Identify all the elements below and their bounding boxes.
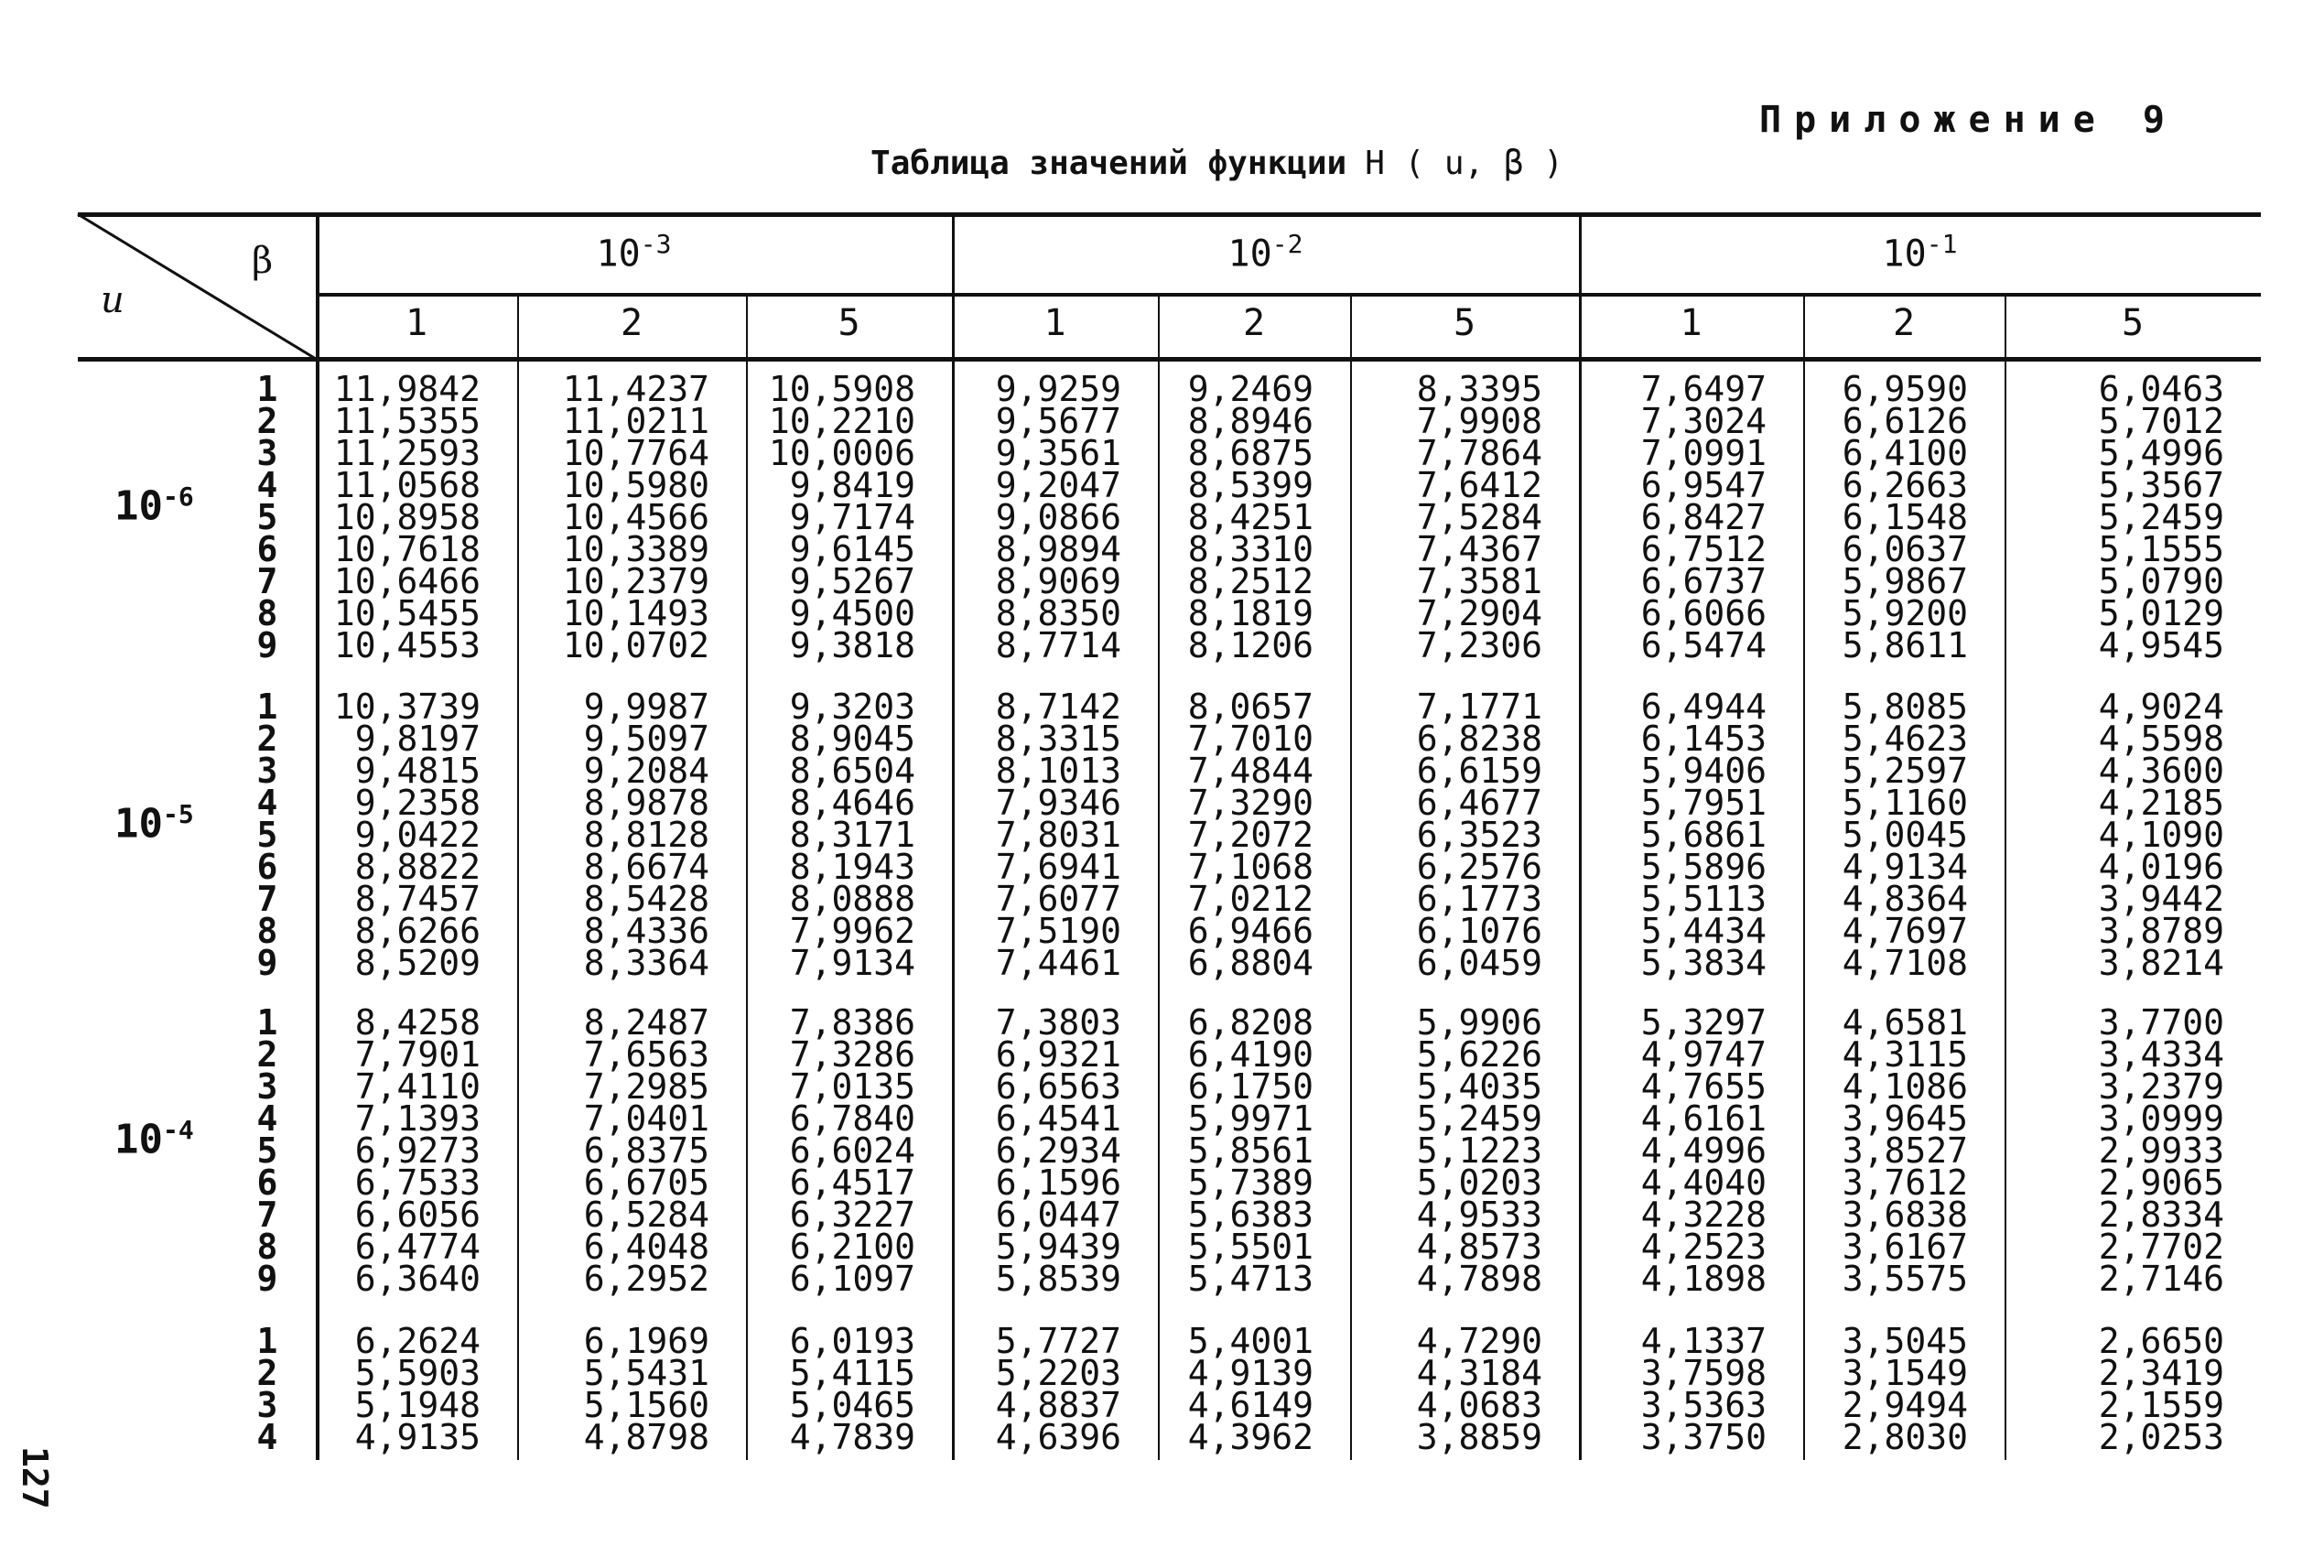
beta-group-exponent: -3 [640,229,672,259]
beta-group-exponent: -2 [1271,229,1303,259]
beta-column-header: 1 [405,302,428,344]
beta-column-header: 2 [1242,302,1266,344]
beta-column-header: 1 [1680,302,1702,344]
table-cell-column: 8,7142 8,3315 8,1013 7,9346 7,8031 7,6941 7,6077 7,5190 7,4461 [995,687,1121,983]
u-block-base: 10 [114,800,163,848]
table-cell-column: 6,4944 6,1453 5,9406 5,7951 5,6861 5,5896 5,5113 5,4434 5,3834 [1640,687,1767,983]
table-cell-column: 7,8386 7,3286 7,0135 6,7840 6,6024 6,4517 6,3227 6,2100 6,1097 [789,1002,915,1299]
table-cell-column: 10,3739 9,8197 9,4815 9,2358 9,0422 8,8822 8,7457 8,6266 8,5209 [333,687,481,983]
beta-group-exponent: -1 [1926,229,1958,259]
u-block-exponent: -4 [162,1114,194,1145]
table-cell-column: 9,9987 9,5097 9,2084 8,9878 8,8128 8,6674 8,5428 8,4336 8,3364 [583,687,709,983]
u-block-exponent: -5 [162,798,194,829]
table-cell-column: 6,1969 5,5431 5,1560 4,8798 [583,1321,709,1457]
table-cell-column: 3,5045 3,1549 2,9494 2,8030 [1842,1321,1968,1457]
table-cell-column: 4,9024 4,5598 4,3600 4,2185 4,1090 4,0196 3,9442 3,8789 3,8214 [2098,687,2224,983]
row-index-column: 1 2 3 4 5 6 7 8 9 [256,1002,278,1299]
table-cell-column: 5,4001 4,9139 4,6149 4,3962 [1187,1321,1313,1457]
table-cell-column: 9,2469 8,8946 8,6875 8,5399 8,4251 8,3310 8,2512 8,1819 8,1206 [1187,369,1313,665]
table-cell-column: 3,7700 3,4334 3,2379 3,0999 2,9933 2,9065 2,8334 2,7702 2,7146 [2098,1002,2224,1299]
u-block-label [114,1115,194,1163]
table-cell-column: 6,9590 6,6126 6,4100 6,2663 6,1548 6,0637 5,9867 5,9200 5,8611 [1842,369,1968,665]
table-cell-column: 10,5908 10,2210 10,0006 9,8419 9,7174 9,6145 9,5267 9,4500 9,3818 [768,369,915,665]
table-cell-column: 5,3297 4,9747 4,7655 4,6161 4,4996 4,4040 4,3228 4,2523 4,1898 [1640,1002,1767,1299]
table-cell-column: 11,9842 11,5355 11,2593 11,0568 10,8958 10,7618 10,6466 10,5455 10,4553 [333,369,481,665]
table-cell-column: 7,1771 6,8238 6,6159 6,4677 6,3523 6,2576 6,1773 6,1076 6,0459 [1416,687,1542,983]
page-number: 127 [15,1446,55,1509]
beta-group-base: 10 [596,232,641,276]
u-block-label [114,799,194,848]
row-index-column: 1 2 3 4 5 6 7 8 9 [256,687,278,983]
beta-column-header: 5 [2121,302,2145,344]
table-cell-column: 5,8085 5,4623 5,2597 5,1160 5,0045 4,9134 4,8364 4,7697 4,7108 [1842,687,1968,983]
u-block-base: 10 [114,482,163,530]
function-name: H ( u, β ) [1365,145,1563,182]
table-cell-column: 8,0657 7,7010 7,4844 7,3290 7,2072 7,1068 7,0212 6,9466 6,8804 [1187,687,1313,983]
beta-group-header [952,229,1579,275]
beta-column-header: 1 [1043,302,1066,344]
title-text: Таблица значений функции [870,145,1347,182]
table-cell-column: 7,3803 6,9321 6,6563 6,4541 6,2934 6,1596 6,0447 5,9439 5,8539 [995,1002,1121,1299]
table-cell-column: 4,6581 4,3115 4,1086 3,9645 3,8527 3,7612 3,6838 3,6167 3,5575 [1842,1002,1968,1299]
u-block-base: 10 [114,1116,163,1163]
table-cell-column: 9,3203 8,9045 8,6504 8,4646 8,3171 8,1943 8,0888 7,9962 7,9134 [789,687,915,983]
table-cell-column: 5,7727 5,2203 4,8837 4,6396 [995,1321,1121,1457]
table-cell-column: 4,1337 3,7598 3,5363 3,3750 [1640,1321,1767,1457]
beta-column-header: 2 [1892,302,1916,344]
corner-beta-label: β [252,240,274,282]
beta-group-base: 10 [1882,232,1927,276]
u-block-exponent: -6 [162,481,194,512]
table-cell-column: 7,6497 7,3024 7,0991 6,9547 6,8427 6,7512 6,6737 6,6066 6,5474 [1640,369,1767,665]
table-cell-column: 6,0193 5,4115 5,0465 4,7839 [789,1321,915,1457]
beta-column-header: 2 [620,302,643,344]
table-cell-column: 6,2624 5,5903 5,1948 4,9135 [354,1321,481,1457]
row-index-column: 1 2 3 4 [256,1321,278,1457]
row-index-column: 1 2 3 4 5 6 7 8 9 [256,369,278,665]
table-cell-column: 11,4237 11,0211 10,7764 10,5980 10,4566 10,3389 10,2379 10,1493 10,0702 [562,369,709,665]
beta-column-header: 5 [838,302,860,344]
table-cell-column: 9,9259 9,5677 9,3561 9,2047 9,0866 8,9894 8,9069 8,8350 8,7714 [995,369,1121,665]
table-cell-column: 8,2487 7,6563 7,2985 7,0401 6,8375 6,6705 6,5284 6,4048 6,2952 [583,1002,709,1299]
corner-u-label: u [101,279,124,321]
table-cell-column: 8,4258 7,7901 7,4110 7,1393 6,9273 6,7533 6,6056 6,4774 6,3640 [354,1002,481,1299]
table-cell-column: 6,8208 6,4190 6,1750 5,9971 5,8561 5,7389 5,6383 5,5501 5,4713 [1187,1002,1313,1299]
beta-group-base: 10 [1227,232,1272,276]
table-cell-column: 4,7290 4,3184 4,0683 3,8859 [1416,1321,1542,1457]
u-block-label [114,481,194,530]
appendix-label: Приложение 9 [1759,99,2178,141]
table-cell-column: 8,3395 7,9908 7,7864 7,6412 7,5284 7,4367 7,3581 7,2904 7,2306 [1416,369,1542,665]
table-cell-column: 2,6650 2,3419 2,1559 2,0253 [2098,1321,2224,1457]
beta-group-header [316,229,952,275]
table-cell-column: 6,0463 5,7012 5,4996 5,3567 5,2459 5,1555 5,0790 5,0129 4,9545 [2098,369,2224,665]
beta-group-header [1579,229,2261,275]
table-cell-column: 5,9906 5,6226 5,4035 5,2459 5,1223 5,0203 4,9533 4,8573 4,7898 [1416,1002,1542,1299]
beta-column-header: 5 [1453,302,1476,344]
